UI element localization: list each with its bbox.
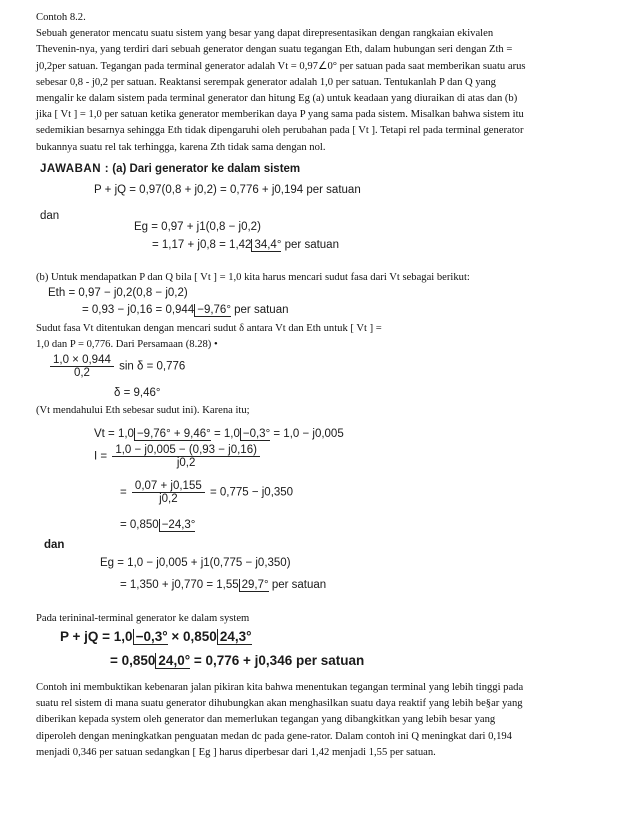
dan-label-b: dan — [44, 539, 65, 551]
i2-fraction — [132, 480, 205, 505]
intro-line: j0,2per satuan. Tegangan pada terminal generator adalah Vt = 0,97∠0° per satuan pada saat memberikan suatu arus — [36, 60, 526, 72]
i-label: I = — [94, 450, 108, 463]
vt-result: = 1,0 − j0,005 — [273, 428, 344, 440]
eth-line2 — [82, 304, 289, 316]
delta-value: δ = 9,46° — [114, 387, 161, 399]
delta-line1 — [48, 354, 185, 379]
part-b-intro-line: (b) Untuk mendapatkan P dan Q bila [ Vt ] = 1,0 kita harus mencari sudut fasa dari Vt sebagai berikut: — [36, 272, 470, 283]
i-fraction — [112, 444, 260, 469]
terminal-angle2: 24,3° — [217, 629, 252, 645]
eg-equation-a-line2 — [152, 239, 339, 251]
delta-equation — [48, 354, 348, 400]
answer-label: JAWABAN : — [40, 163, 110, 175]
i2-numerator: 0,07 + j0,155 — [132, 480, 205, 493]
answer-heading — [40, 163, 300, 175]
pq-equation-a: P + jQ = 0,97(0,8 + j0,2) = 0,776 + j0,194 per satuan — [94, 184, 361, 196]
sudut-line: Sudut fasa Vt ditentukan dengan mencari sudut δ antara Vt dan Eth untuk [ Vt ] = — [36, 323, 382, 334]
terminal-pq-mid: × 0,850 — [171, 629, 217, 644]
delta-numerator: 1,0 × 0,944 — [50, 354, 114, 367]
terminal-pq2-angle: 24,0° — [155, 653, 190, 669]
intro-line: bukannya suatu rel tak terhingga, karena Zth tidak sama dengan nol. — [36, 141, 326, 153]
terminal-equations — [60, 629, 600, 677]
i3-value: = 0,850 — [120, 519, 159, 531]
intro-paragraph — [36, 10, 614, 156]
delta-denominator: 0,2 — [73, 367, 90, 379]
dan-label: dan — [40, 210, 60, 222]
intro-line: mengalir ke dalam sistem pada terminal generator dan hitung Eg (a) untuk keadaan yang diuraikan di atas dan (b) — [36, 93, 518, 105]
intro-line: Thevenin-nya, yang terdiri dari sebuah generator dengan suatu tegangan Eth, dalam hubungan seri dengan Zth = — [36, 44, 513, 56]
part-b-intro — [36, 270, 614, 286]
delta-fraction — [50, 354, 114, 379]
eth-angle: −9,76° — [194, 304, 231, 317]
conclusion-line: diberikan kepada system oleh generator dan memerlukan tegangan yang dibangkitkan yang lebih besar yang — [36, 714, 496, 726]
answer-heading-text: (a) Dari generator ke dalam sistem — [112, 163, 301, 175]
i-equation — [94, 444, 262, 469]
eg-equation-a-line1: Eg = 0,97 + j1(0,8 − j0,2) — [134, 221, 261, 233]
terminal-pq-prefix: P + jQ = 1,0 — [60, 629, 133, 644]
i2-result: = 0,775 − j0,350 — [209, 486, 294, 499]
conclusion-line: Contoh ini membuktikan kebenaran jalan pikiran kita bahwa menentukan tegangan terminal yang lebih tinggi pada — [36, 682, 524, 693]
eg-b-angle: 29,7° — [239, 579, 269, 592]
eg-equation-b-line2 — [120, 579, 326, 591]
eth-value: = 0,93 − j0,16 = 0,944 — [82, 304, 195, 316]
i-numerator: 1,0 − j0,005 − (0,93 − j0,16) — [112, 444, 260, 457]
mendahului-paragraph — [36, 403, 614, 419]
i-denominator: j0,2 — [176, 457, 196, 469]
terminal-pq-line2 — [110, 653, 364, 668]
eg-a-value: = 1,17 + j0,8 = 1,42 — [152, 239, 252, 251]
intro-line: sebesar 0,8 - j0,2 per satuan. Reaktansi serempak generator adalah 1,0 per satuan. Tentukanlah P dan Q yang — [36, 76, 496, 88]
terminal-pq2-value: = 0,850 — [110, 653, 156, 668]
part-a-equations — [40, 163, 600, 273]
eth-line1: Eth = 0,97 − j0,2(0,8 − j0,2) — [48, 287, 188, 299]
terminal-paragraph — [36, 611, 614, 627]
terminal-pq-line1 — [60, 629, 252, 644]
intro-line: Sebuah generator mencatu suatu sistem yang besar yang dapat direpresentasikan dengan rangkaian ekivalen — [36, 28, 494, 40]
eg-a-unit: per satuan — [284, 239, 339, 251]
vt-equation — [94, 428, 344, 440]
terminal-label: Pada terininal-terminal generator ke dalam system — [36, 613, 250, 624]
conclusion-paragraph — [36, 680, 614, 761]
intro-line: Contoh 8.2. — [36, 12, 86, 23]
terminal-pq2-result: = 0,776 + j0,346 per satuan — [193, 653, 365, 668]
conclusion-line: suatu rel sistem di mana suatu generator dihubungkan akan menghasilkan suatu daya reaktif yang lebih be§ar yang — [36, 698, 523, 710]
conclusion-line: diperoleh dengan meningkatkan penguatan medan dc pada gene-rator. Dalam contoh ini Q meningkat dari 0,194 — [36, 730, 512, 742]
eth-unit: per satuan — [234, 304, 289, 316]
terminal-angle1: −0,3° — [133, 629, 168, 645]
vt-i-equations — [40, 428, 600, 608]
delta-rhs: sin δ = 0,776 — [119, 360, 186, 373]
vt-angle: −0,3° — [240, 428, 270, 441]
sudut-paragraph — [36, 321, 614, 353]
vt-prefix: Vt = 1,0 — [94, 428, 134, 440]
conclusion-line: menjadi 0,346 per satuan sedangkan [ Eg ] harus diperbesar dari 1,42 menjadi 1,55 per satuan. — [36, 746, 436, 758]
intro-line: jika [ Vt ] = 1,0 per satuan ketika generator memberikan daya P yang sama pada sistem. Misalkan bahwa sistem itu — [36, 109, 524, 121]
vt-angle-sum: −9,76° + 9,46° — [134, 428, 211, 441]
eth-equations — [48, 287, 588, 321]
vt-mid: = 1,0 — [213, 428, 240, 440]
eg-b-value: = 1,350 + j0,770 = 1,55 — [120, 579, 239, 591]
i-equation-step2: = $\frac{0,07 + j0,155}{j0,2}$ = 0,775 − j0,350 — [120, 480, 294, 505]
eg-a-angle: 34,4° — [251, 239, 281, 252]
eg-equation-b-line1: Eg = 1,0 − j0,005 + j1(0,775 − j0,350) — [100, 557, 291, 569]
i-equation-step3 — [120, 519, 195, 531]
mendahului-line: (Vt mendahului Eth sebesar sudut ini). Karena itu; — [36, 405, 250, 416]
i2-denominator: j0,2 — [159, 493, 178, 505]
i3-angle: −24,3° — [159, 519, 196, 532]
intro-line: sedemikian besarnya sehingga Eth tidak dipengaruhi oleh perubahan pada [ Vt ]. Tetapi rel pada terminal generator — [36, 125, 524, 137]
sudut-line: 1,0 dan P = 0,776. Dari Persamaan (8.28) • — [36, 339, 218, 351]
eg-b-unit: per satuan — [271, 579, 327, 591]
